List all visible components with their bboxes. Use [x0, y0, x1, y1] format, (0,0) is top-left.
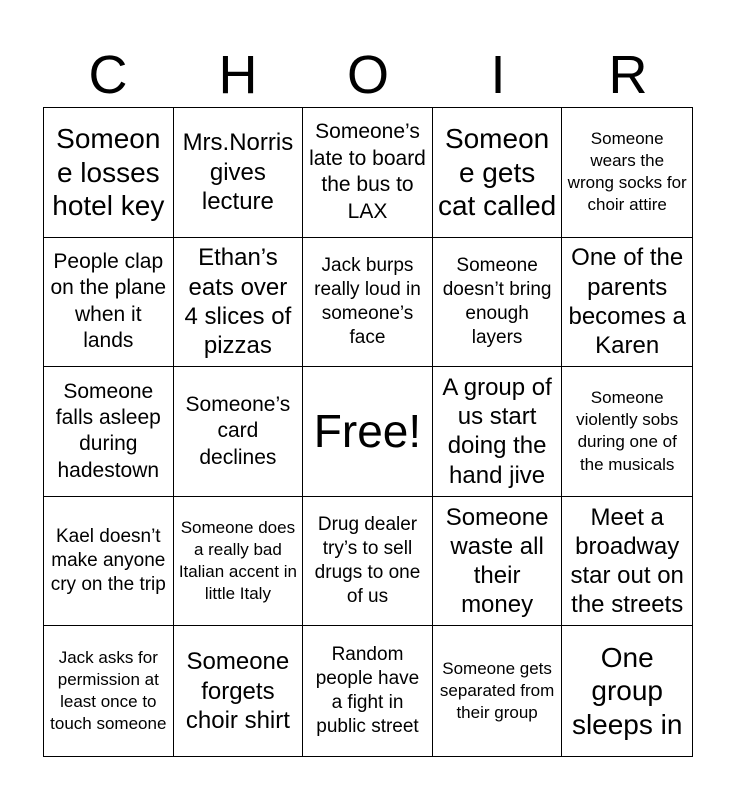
bingo-cell-text: One group sleeps in: [571, 641, 683, 740]
bingo-cell-text: Someone violently sobs during one of the musicals: [576, 388, 679, 474]
bingo-board: [43, 107, 693, 757]
bingo-cell-text: Jack asks for permission at least once to touch someone: [50, 648, 167, 734]
bingo-cell-text: Mrs.Norris gives lecture: [182, 129, 294, 215]
title-letter: I: [490, 45, 506, 105]
bingo-cell-text: Someone doesn’t bring enough layers: [442, 254, 552, 349]
bingo-title: [43, 44, 693, 106]
bingo-cell-text: Jack burps really loud in someone’s face: [314, 254, 421, 349]
bingo-cell-text: Someone losses hotel key: [52, 122, 165, 222]
bingo-cell-text: Someone’s late to board the bus to LAX: [309, 120, 426, 223]
bingo-cell-text: Someone wears the wrong socks for choir attire: [567, 129, 687, 215]
bingo-cell[interactable]: [44, 367, 174, 497]
bingo-cell-text: Ethan’s eats over 4 slices of pizzas: [184, 244, 292, 360]
bingo-cell-text: Drug dealer try’s to sell drugs to one of us: [314, 513, 421, 608]
bingo-cell-text: Someone falls asleep during hadestown: [55, 379, 161, 482]
bingo-cell[interactable]: [562, 108, 692, 238]
bingo-cell[interactable]: [174, 497, 304, 627]
bingo-cell[interactable]: [303, 238, 433, 368]
bingo-cell[interactable]: [174, 626, 304, 756]
bingo-cell-text: Someone does a really bad Italian accent in little Italy: [178, 517, 297, 604]
bingo-cell[interactable]: [174, 367, 304, 497]
bingo-cell[interactable]: [433, 497, 563, 627]
title-letter: H: [218, 45, 258, 105]
bingo-cell[interactable]: [44, 497, 174, 627]
bingo-cell[interactable]: [44, 108, 174, 238]
bingo-cell-text: Kael doesn’t make anyone cry on the trip: [50, 525, 166, 596]
bingo-cell[interactable]: [562, 367, 692, 497]
bingo-cell[interactable]: [174, 108, 304, 238]
bingo-cell[interactable]: [562, 626, 692, 756]
free-space-cell[interactable]: [303, 367, 433, 497]
bingo-cell[interactable]: [44, 626, 174, 756]
bingo-cell-text: A group of us start doing the hand jive: [442, 373, 552, 489]
bingo-cell-text: Someone gets separated from their group: [439, 659, 555, 723]
bingo-cell[interactable]: [433, 626, 563, 756]
bingo-cell[interactable]: [433, 108, 563, 238]
bingo-cell[interactable]: [562, 497, 692, 627]
bingo-cell-text: One of the parents becomes a Karen: [568, 244, 686, 360]
bingo-cell[interactable]: [562, 238, 692, 368]
bingo-cell-text: Someone’s card declines: [185, 392, 291, 469]
bingo-cell[interactable]: [433, 367, 563, 497]
title-letter: R: [608, 45, 648, 105]
bingo-cell-text: Random people have a fight in public street: [315, 643, 420, 738]
bingo-cell-text: Someone gets cat called: [437, 122, 557, 222]
bingo-cell-text: Someone forgets choir shirt: [185, 648, 290, 734]
bingo-cell[interactable]: [44, 238, 174, 368]
title-letter: C: [88, 45, 128, 105]
bingo-cell[interactable]: [303, 108, 433, 238]
bingo-cell-text: Meet a broadway star out on the streets: [570, 503, 684, 619]
bingo-cell-text: Someone waste all their money: [445, 503, 549, 619]
title-letter: O: [346, 45, 389, 105]
bingo-cell[interactable]: [433, 238, 563, 368]
free-space-text: Free!: [313, 405, 422, 458]
bingo-cell[interactable]: [303, 626, 433, 756]
bingo-cell[interactable]: [174, 238, 304, 368]
bingo-cell-text: People clap on the plane when it lands: [50, 249, 167, 353]
bingo-cell[interactable]: [303, 497, 433, 627]
